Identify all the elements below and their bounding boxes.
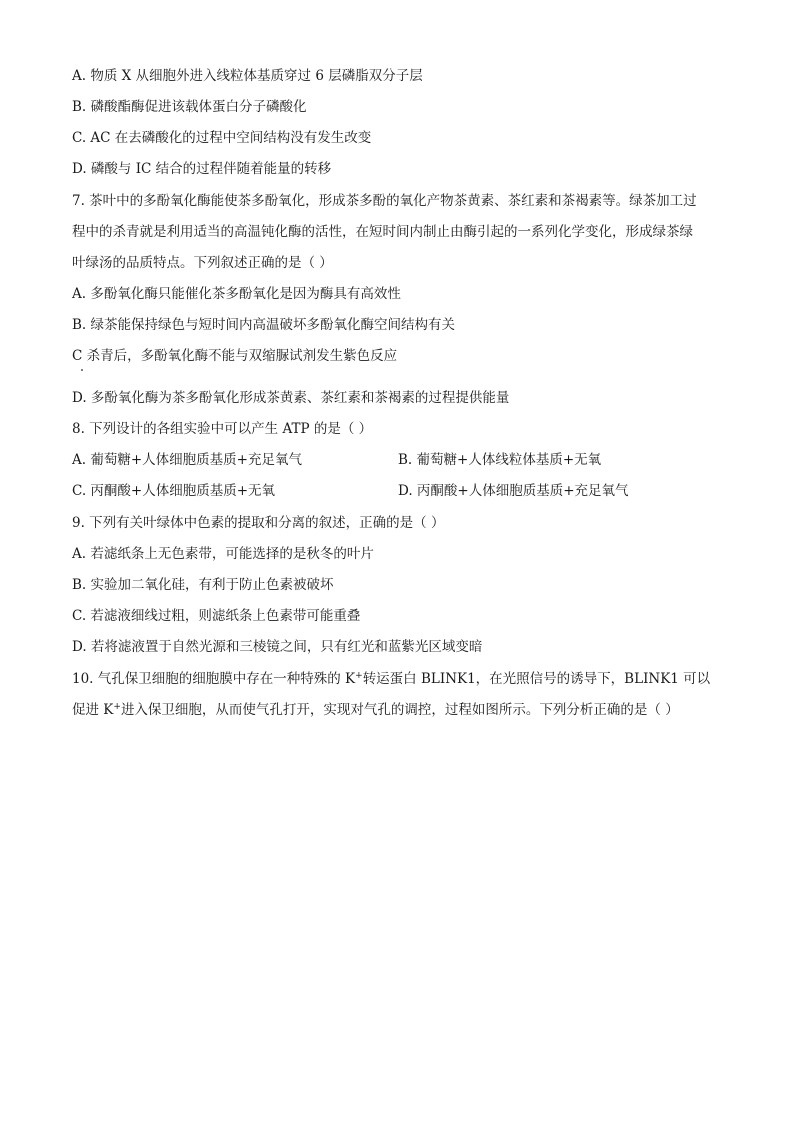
q10-text: 10. 气孔保卫细胞的细胞膜中存在一种特殊的 K: [72, 671, 356, 687]
q7-option-b: B. 绿茶能保持绿色与短时间内高温破坏多酚氧化酶空间结构有关: [72, 317, 456, 333]
q6-option-b: B. 磷酸酯酶促进该载体蛋白分子磷酸化: [72, 99, 307, 115]
q9-option-d: D. 若将滤液置于自然光源和三棱镜之间，只有红光和蓝紫光区域变暗: [72, 639, 483, 655]
q9-option-b: B. 实验加二氧化硅，有利于防止色素被破坏: [72, 577, 334, 593]
q10-text: 促进 K: [72, 702, 114, 718]
q10-stem-line-1: [72, 669, 710, 689]
q7-stem-line-3: 叶绿汤的品质特点。下列叙述正确的是（ ）: [72, 255, 333, 271]
q8-option-a: A. 葡萄糖+人体细胞质基质+充足氧气: [72, 452, 302, 468]
q9-stem: 9. 下列有关叶绿体中色素的提取和分离的叙述，正确的是（ ）: [72, 515, 445, 531]
q10-text: 转运蛋白 BLINK1，在光照信号的诱导下，BLINK1 可以: [362, 671, 711, 687]
q7-option-c: C 杀青后，多酚氧化酶不能与双缩脲试剂发生紫色反应: [72, 348, 398, 364]
superscript: +: [355, 671, 363, 681]
stray-mark: [81, 369, 83, 371]
q9-option-c: C. 若滤液细线过粗，则滤纸条上色素带可能重叠: [72, 608, 361, 624]
q7-option-a: A. 多酚氧化酶只能催化茶多酚氧化是因为酶具有高效性: [72, 286, 401, 302]
q8-option-c: C. 丙酮酸+人体细胞质基质+无氧: [72, 483, 276, 499]
q8-option-b: B. 葡萄糖+人体线粒体基质+无氧: [398, 452, 602, 468]
q10-stem-line-2: [72, 700, 679, 720]
q7-stem-line-2: 程中的杀青就是利用适当的高温钝化酶的活性，在短时间内制止由酶引起的一系列化学变化，形成绿茶绿: [72, 224, 693, 240]
q9-option-a: A. 若滤纸条上无色素带，可能选择的是秋冬的叶片: [72, 546, 374, 562]
q6-option-a: A. 物质 X 从细胞外进入线粒体基质穿过 6 层磷脂双分子层: [72, 68, 423, 84]
q10-text: 进入保卫细胞，从而使气孔打开，实现对气孔的调控，过程如图所示。下列分析正确的是（ ）: [120, 702, 679, 718]
q6-option-c: C. AC 在去磷酸化的过程中空间结构没有发生改变: [72, 130, 372, 146]
q7-stem-line-1: 7. 茶叶中的多酚氧化酶能使茶多酚氧化，形成茶多酚的氧化产物茶黄素、茶红素和茶褐素等。绿茶加工过: [72, 193, 697, 209]
q6-option-d: D. 磷酸与 IC 结合的过程伴随着能量的转移: [72, 161, 332, 177]
superscript: +: [113, 702, 121, 712]
q8-option-d: D. 丙酮酸+人体细胞质基质+充足氧气: [398, 483, 629, 499]
q7-option-d: D. 多酚氧化酶为茶多酚氧化形成茶黄素、茶红素和茶褐素的过程提供能量: [72, 390, 510, 406]
q8-stem: 8. 下列设计的各组实验中可以产生 ATP 的是（ ）: [72, 421, 373, 437]
